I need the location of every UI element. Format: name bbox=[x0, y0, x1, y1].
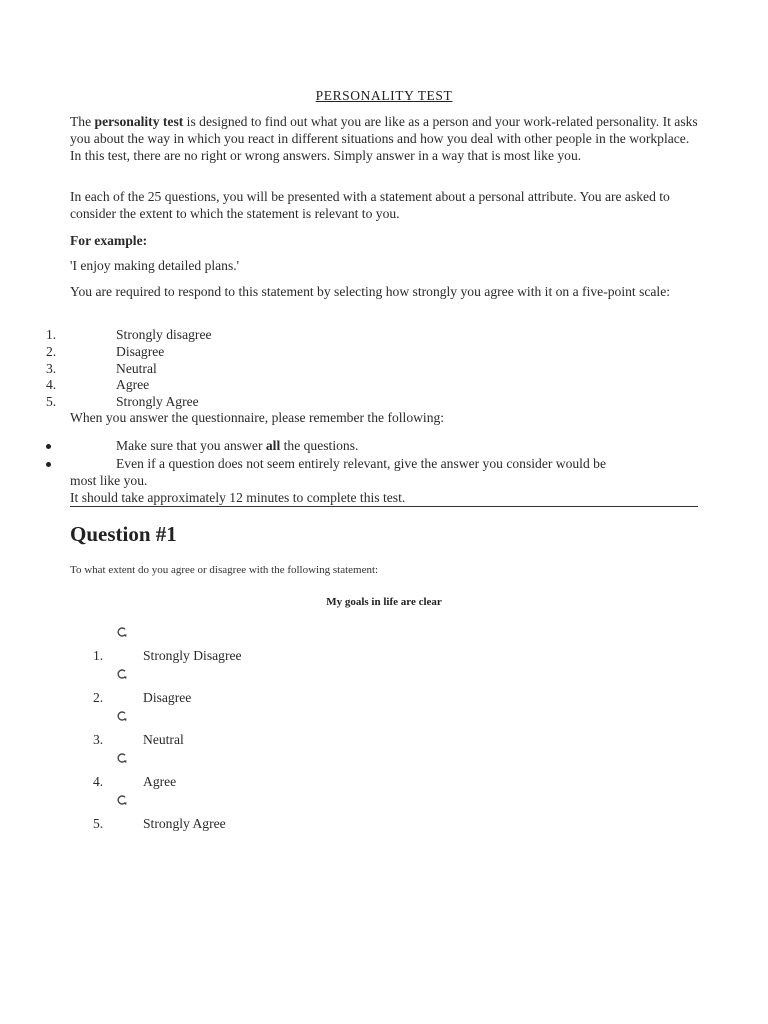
horizontal-divider bbox=[70, 506, 698, 507]
list-label: Agree bbox=[116, 377, 150, 392]
list-label: Strongly Agree bbox=[116, 394, 199, 409]
remember-note: When you answer the questionnaire, please remember the following: bbox=[70, 410, 445, 425]
list-number: 4. bbox=[46, 377, 57, 392]
bullet-dot-icon bbox=[46, 444, 51, 449]
list-item bbox=[0, 394, 768, 411]
answer-option[interactable] bbox=[0, 648, 768, 665]
option-number: 5. bbox=[93, 816, 104, 831]
bullet-text bbox=[116, 438, 706, 455]
list-number: 5. bbox=[46, 394, 57, 409]
option-label[interactable]: Strongly Disagree bbox=[143, 648, 242, 663]
bullet-dot-icon bbox=[46, 462, 51, 467]
answer-option[interactable] bbox=[0, 732, 768, 749]
question-instruction: To what extent do you agree or disagree with the following statement: bbox=[70, 564, 379, 576]
radio-button-icon[interactable] bbox=[116, 794, 128, 806]
intro-bold-term: personality test bbox=[94, 114, 184, 129]
radio-button-icon[interactable] bbox=[116, 710, 128, 722]
list-number: 2. bbox=[46, 344, 57, 359]
option-number: 3. bbox=[93, 732, 104, 747]
option-number: 4. bbox=[93, 774, 104, 789]
bullet-text: Even if a question does not seem entirely relevant, give the answer you consider would be bbox=[116, 456, 606, 471]
answer-option[interactable] bbox=[0, 774, 768, 791]
scale-instructions: You are required to respond to this statement by selecting how strongly you agree with it on a five-point scale: bbox=[70, 284, 671, 299]
option-label[interactable]: Disagree bbox=[143, 690, 192, 705]
radio-button-icon[interactable] bbox=[116, 752, 128, 764]
bullet-bold-word: all bbox=[265, 438, 281, 453]
option-label[interactable]: Neutral bbox=[143, 732, 184, 747]
intro-text-rest: is designed to find out what you are like as a person and your work-related personality. It asks you about the way in which you react in different situations and how you deal with other people in the workplace. In this test, there are no right or wrong answers. Simply answer in a way that is most like you. bbox=[70, 114, 698, 163]
bullet-text-end: the questions. bbox=[280, 438, 359, 453]
radio-button-icon[interactable] bbox=[116, 626, 128, 638]
question-heading: Question #1 bbox=[70, 522, 177, 546]
list-label: Neutral bbox=[116, 361, 157, 376]
list-number: 3. bbox=[46, 361, 57, 376]
list-item bbox=[0, 344, 768, 361]
answer-option[interactable] bbox=[0, 690, 768, 707]
option-number: 2. bbox=[93, 690, 104, 705]
time-estimate: It should take approximately 12 minutes to complete this test. bbox=[70, 490, 406, 505]
questions-paragraph: In each of the 25 questions, you will be presented with a statement about a personal attribute. You are asked to consider the extent to which the statement is relevant to you. bbox=[70, 189, 670, 221]
list-label: Strongly disagree bbox=[116, 327, 212, 342]
list-item bbox=[0, 377, 768, 394]
example-statement: 'I enjoy making detailed plans.' bbox=[70, 258, 240, 273]
radio-button-icon[interactable] bbox=[116, 668, 128, 680]
list-number: 1. bbox=[46, 327, 57, 342]
answer-option[interactable] bbox=[0, 816, 768, 833]
question-statement: My goals in life are clear bbox=[326, 596, 442, 608]
list-item bbox=[0, 361, 768, 378]
intro-text-start: The bbox=[70, 114, 95, 129]
bullet-text-continued: most like you. bbox=[70, 473, 148, 488]
list-item bbox=[0, 327, 768, 344]
list-label: Disagree bbox=[116, 344, 165, 359]
page-title: PERSONALITY TEST bbox=[315, 88, 453, 103]
example-label: For example: bbox=[70, 233, 148, 248]
bullet-text-start: Make sure that you answer bbox=[116, 438, 266, 453]
intro-paragraph bbox=[70, 114, 698, 164]
option-number: 1. bbox=[93, 648, 104, 663]
option-label[interactable]: Agree bbox=[143, 774, 177, 789]
option-label[interactable]: Strongly Agree bbox=[143, 816, 226, 831]
